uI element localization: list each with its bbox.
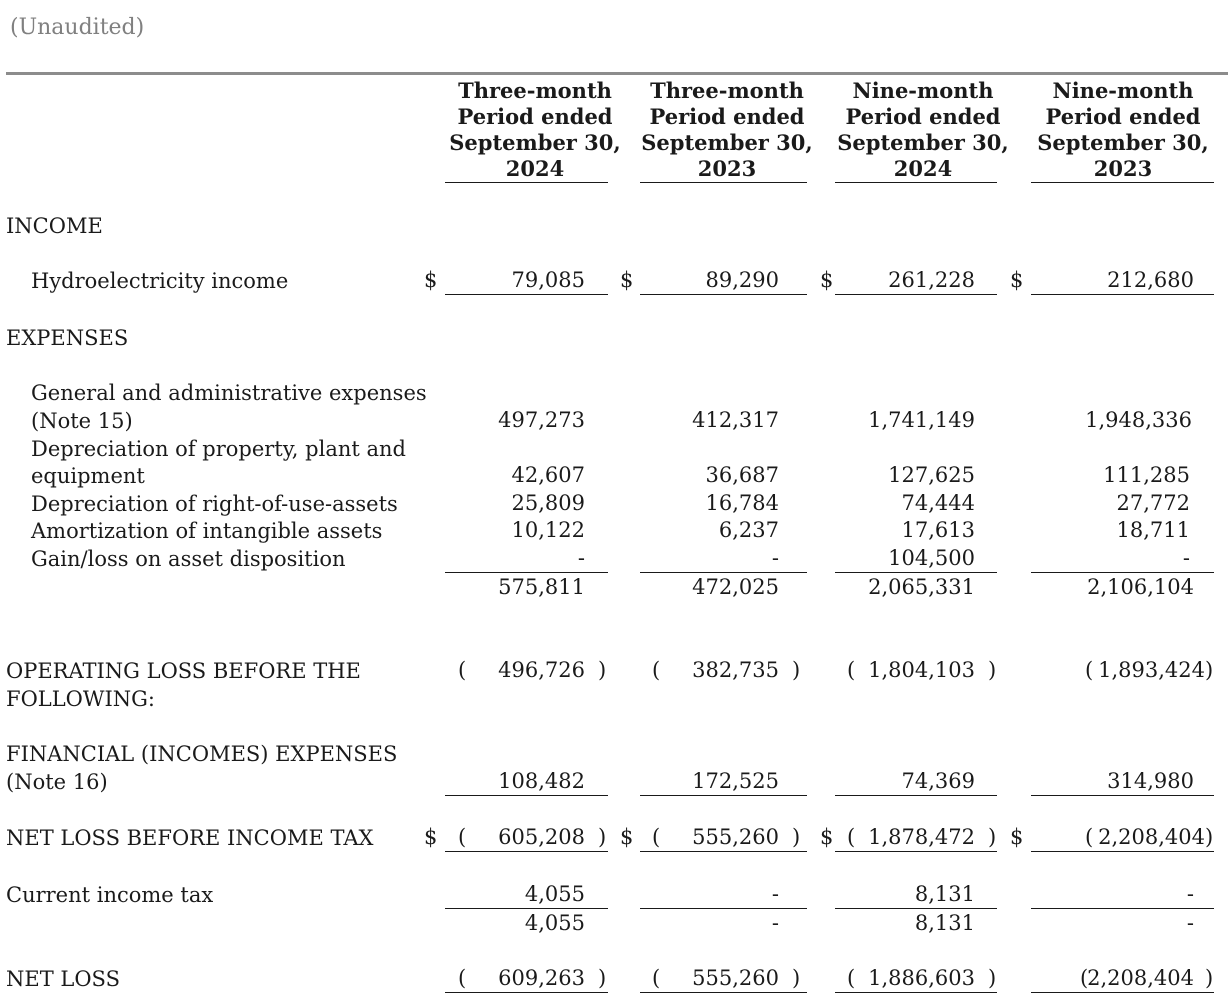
paren-close: ): [792, 825, 801, 849]
cell-dep-ppe-9m-2024: 127,625: [888, 463, 975, 487]
cell-netloss-q3-2024: 609,263: [498, 966, 585, 990]
row-label-depreciation-ppe-cont: equipment: [31, 464, 145, 488]
cell-dep-rou-q3-2024: 25,809: [511, 491, 585, 515]
cell-tax-9m-2024: 8,131: [914, 882, 975, 906]
column-header-line: Period ended: [845, 104, 1001, 129]
cell-fin-q3-2024: 108,482: [498, 769, 585, 793]
cell-ga-9m-2023: 1,948,336: [1085, 408, 1192, 432]
column-header-line: Period ended: [1045, 104, 1201, 129]
cell-amort-q3-2023: 6,237: [718, 518, 779, 542]
currency-symbol: $: [820, 825, 834, 849]
cell-underline: [1031, 294, 1214, 295]
paren-open: (: [458, 966, 467, 990]
column-header-2: [637, 78, 817, 182]
section-heading-income: INCOME: [6, 214, 103, 238]
cell-hydro-9m-2023: 212,680: [1107, 268, 1194, 292]
column-header-line: Nine-month: [1052, 78, 1194, 103]
cell-dep-rou-9m-2023: 27,772: [1116, 491, 1190, 515]
paren-close: ): [598, 825, 607, 849]
cell-underline: [640, 795, 807, 796]
row-label-net-loss-before-tax: NET LOSS BEFORE INCOME TAX: [6, 826, 374, 850]
cell-ga-q3-2023: 412,317: [692, 408, 779, 432]
cell-underline: [835, 992, 997, 993]
cell-fin-q3-2023: 172,525: [692, 769, 779, 793]
cell-ga-q3-2024: 497,273: [498, 408, 585, 432]
subtotal-rule: [835, 572, 997, 573]
cell-exp-total-q3-2024: 575,811: [498, 575, 585, 599]
subtotal-rule: [640, 908, 807, 909]
row-label-amortization: Amortization of intangible assets: [31, 519, 383, 543]
cell-amort-q3-2024: 10,122: [511, 518, 585, 542]
column-header-line: Three-month: [650, 78, 804, 103]
paren-close: ): [1205, 825, 1214, 849]
section-heading-expenses: EXPENSES: [6, 326, 129, 350]
currency-symbol: $: [620, 825, 634, 849]
row-label-depreciation-ppe: Depreciation of property, plant and: [31, 437, 406, 461]
cell-underline: [445, 851, 608, 852]
cell-hydro-q3-2023: 89,290: [705, 268, 779, 292]
paren-close: ): [988, 825, 997, 849]
currency-symbol: $: [424, 268, 438, 292]
column-header-line: September 30,: [449, 130, 621, 155]
row-label-financial: FINANCIAL (INCOMES) EXPENSES: [6, 742, 398, 766]
cell-underline: [1031, 851, 1214, 852]
cell-gain-q3-2023: -: [771, 546, 779, 570]
cell-exp-total-9m-2023: 2,106,104: [1087, 575, 1194, 599]
cell-fin-9m-2024: 74,369: [901, 769, 975, 793]
subtotal-rule: [445, 572, 608, 573]
cell-underline: [640, 294, 807, 295]
column-header-line: September 30,: [837, 130, 1009, 155]
currency-symbol: $: [820, 268, 834, 292]
cell-hydro-q3-2024: 79,085: [511, 268, 585, 292]
row-label-financial-note: (Note 16): [6, 770, 108, 794]
subtotal-rule: [445, 908, 608, 909]
currency-symbol: $: [424, 825, 438, 849]
column-header-3: [833, 78, 1013, 182]
row-label-general-admin: General and administrative expenses: [31, 381, 427, 405]
column-header-line: Period ended: [649, 104, 805, 129]
paren-open: (: [847, 966, 856, 990]
cell-underline: [445, 795, 608, 796]
subtotal-rule: [1031, 908, 1214, 909]
paren-close: ): [1205, 966, 1214, 990]
column-header-line: 2023: [1093, 156, 1153, 181]
paren-close: ): [598, 658, 607, 682]
paren-open: (: [652, 658, 661, 682]
cell-underline: [445, 992, 608, 993]
cell-tax-sub-q3-2023: -: [771, 911, 779, 935]
paren-open: (: [458, 825, 467, 849]
cell-amort-9m-2023: 18,711: [1116, 518, 1190, 542]
unaudited-note: (Unaudited): [10, 15, 145, 40]
paren-close: ): [792, 966, 801, 990]
header-underline: [1031, 182, 1214, 183]
currency-symbol: $: [1010, 825, 1024, 849]
paren-close: ): [598, 966, 607, 990]
cell-oploss-9m-2024: 1,804,103: [868, 658, 975, 682]
cell-underline: [640, 851, 807, 852]
paren-close: ): [988, 966, 997, 990]
column-header-4: [1033, 78, 1213, 182]
cell-tax-q3-2023: -: [771, 882, 779, 906]
cell-underline: [1031, 795, 1214, 796]
cell-netloss-q3-2023: 555,260: [692, 966, 779, 990]
cell-hydro-9m-2024: 261,228: [888, 268, 975, 292]
row-label-gain-loss: Gain/loss on asset disposition: [31, 547, 346, 571]
cell-tax-q3-2024: 4,055: [524, 882, 585, 906]
cell-dep-ppe-q3-2023: 36,687: [705, 463, 779, 487]
column-header-line: Three-month: [458, 78, 612, 103]
cell-tax-sub-9m-2024: 8,131: [914, 911, 975, 935]
row-label-depreciation-rou: Depreciation of right-of-use-assets: [31, 492, 398, 516]
cell-amort-9m-2024: 17,613: [901, 518, 975, 542]
paren-open: (: [1080, 966, 1089, 990]
column-header-line: 2024: [893, 156, 953, 181]
subtotal-rule: [1031, 572, 1214, 573]
cell-oploss-9m-2023: 1,893,424: [1098, 658, 1205, 682]
paren-open: (: [847, 825, 856, 849]
cell-dep-ppe-9m-2023: 111,285: [1103, 463, 1190, 487]
column-header-line: Period ended: [457, 104, 613, 129]
cell-nlbt-q3-2023: 555,260: [692, 825, 779, 849]
paren-open: (: [458, 658, 467, 682]
cell-underline: [445, 294, 608, 295]
currency-symbol: $: [620, 268, 634, 292]
cell-gain-9m-2024: 104,500: [888, 546, 975, 570]
cell-tax-9m-2023: -: [1186, 882, 1194, 906]
currency-symbol: $: [1010, 268, 1024, 292]
paren-open: (: [652, 825, 661, 849]
header-underline: [445, 182, 608, 183]
cell-oploss-q3-2024: 496,726: [498, 658, 585, 682]
column-header-1: [445, 78, 625, 182]
paren-close: ): [988, 658, 997, 682]
cell-tax-sub-q3-2024: 4,055: [524, 911, 585, 935]
cell-exp-total-q3-2023: 472,025: [692, 575, 779, 599]
cell-netloss-9m-2023: 2,208,404: [1087, 966, 1194, 990]
cell-tax-sub-9m-2023: -: [1186, 911, 1194, 935]
row-label-operating-loss-cont: FOLLOWING:: [6, 687, 155, 711]
cell-underline: [835, 795, 997, 796]
paren-open: (: [847, 658, 856, 682]
cell-dep-rou-9m-2024: 74,444: [901, 491, 975, 515]
cell-underline: [835, 294, 997, 295]
cell-exp-total-9m-2024: 2,065,331: [868, 575, 975, 599]
paren-open: (: [652, 966, 661, 990]
cell-underline: [835, 851, 997, 852]
subtotal-rule: [640, 572, 807, 573]
column-header-line: Nine-month: [852, 78, 994, 103]
cell-dep-ppe-q3-2024: 42,607: [511, 463, 585, 487]
header-underline: [835, 182, 997, 183]
row-label-general-admin-note: (Note 15): [31, 409, 133, 433]
column-header-line: 2024: [505, 156, 565, 181]
column-header-line: September 30,: [1037, 130, 1209, 155]
cell-underline: [640, 992, 807, 993]
cell-underline: [1031, 992, 1214, 993]
subtotal-rule: [835, 908, 997, 909]
cell-nlbt-q3-2024: 605,208: [498, 825, 585, 849]
paren-open: (: [1085, 825, 1094, 849]
paren-open: (: [1085, 658, 1094, 682]
header-rule: [6, 72, 1228, 75]
cell-gain-9m-2023: -: [1182, 546, 1190, 570]
cell-dep-rou-q3-2023: 16,784: [705, 491, 779, 515]
cell-ga-9m-2024: 1,741,149: [868, 408, 975, 432]
cell-nlbt-9m-2023: 2,208,404: [1098, 825, 1205, 849]
column-header-line: 2023: [697, 156, 757, 181]
row-label-current-income-tax: Current income tax: [6, 883, 214, 907]
cell-netloss-9m-2024: 1,886,603: [868, 966, 975, 990]
row-label-hydroelectricity: Hydroelectricity income: [31, 269, 289, 293]
cell-fin-9m-2023: 314,980: [1107, 769, 1194, 793]
cell-nlbt-9m-2024: 1,878,472: [868, 825, 975, 849]
row-label-operating-loss: OPERATING LOSS BEFORE THE: [6, 659, 361, 683]
cell-gain-q3-2024: -: [577, 546, 585, 570]
column-header-line: September 30,: [641, 130, 813, 155]
header-underline: [640, 182, 807, 183]
paren-close: ): [1205, 658, 1214, 682]
row-label-net-loss: NET LOSS: [6, 967, 120, 991]
cell-oploss-q3-2023: 382,735: [692, 658, 779, 682]
paren-close: ): [792, 658, 801, 682]
